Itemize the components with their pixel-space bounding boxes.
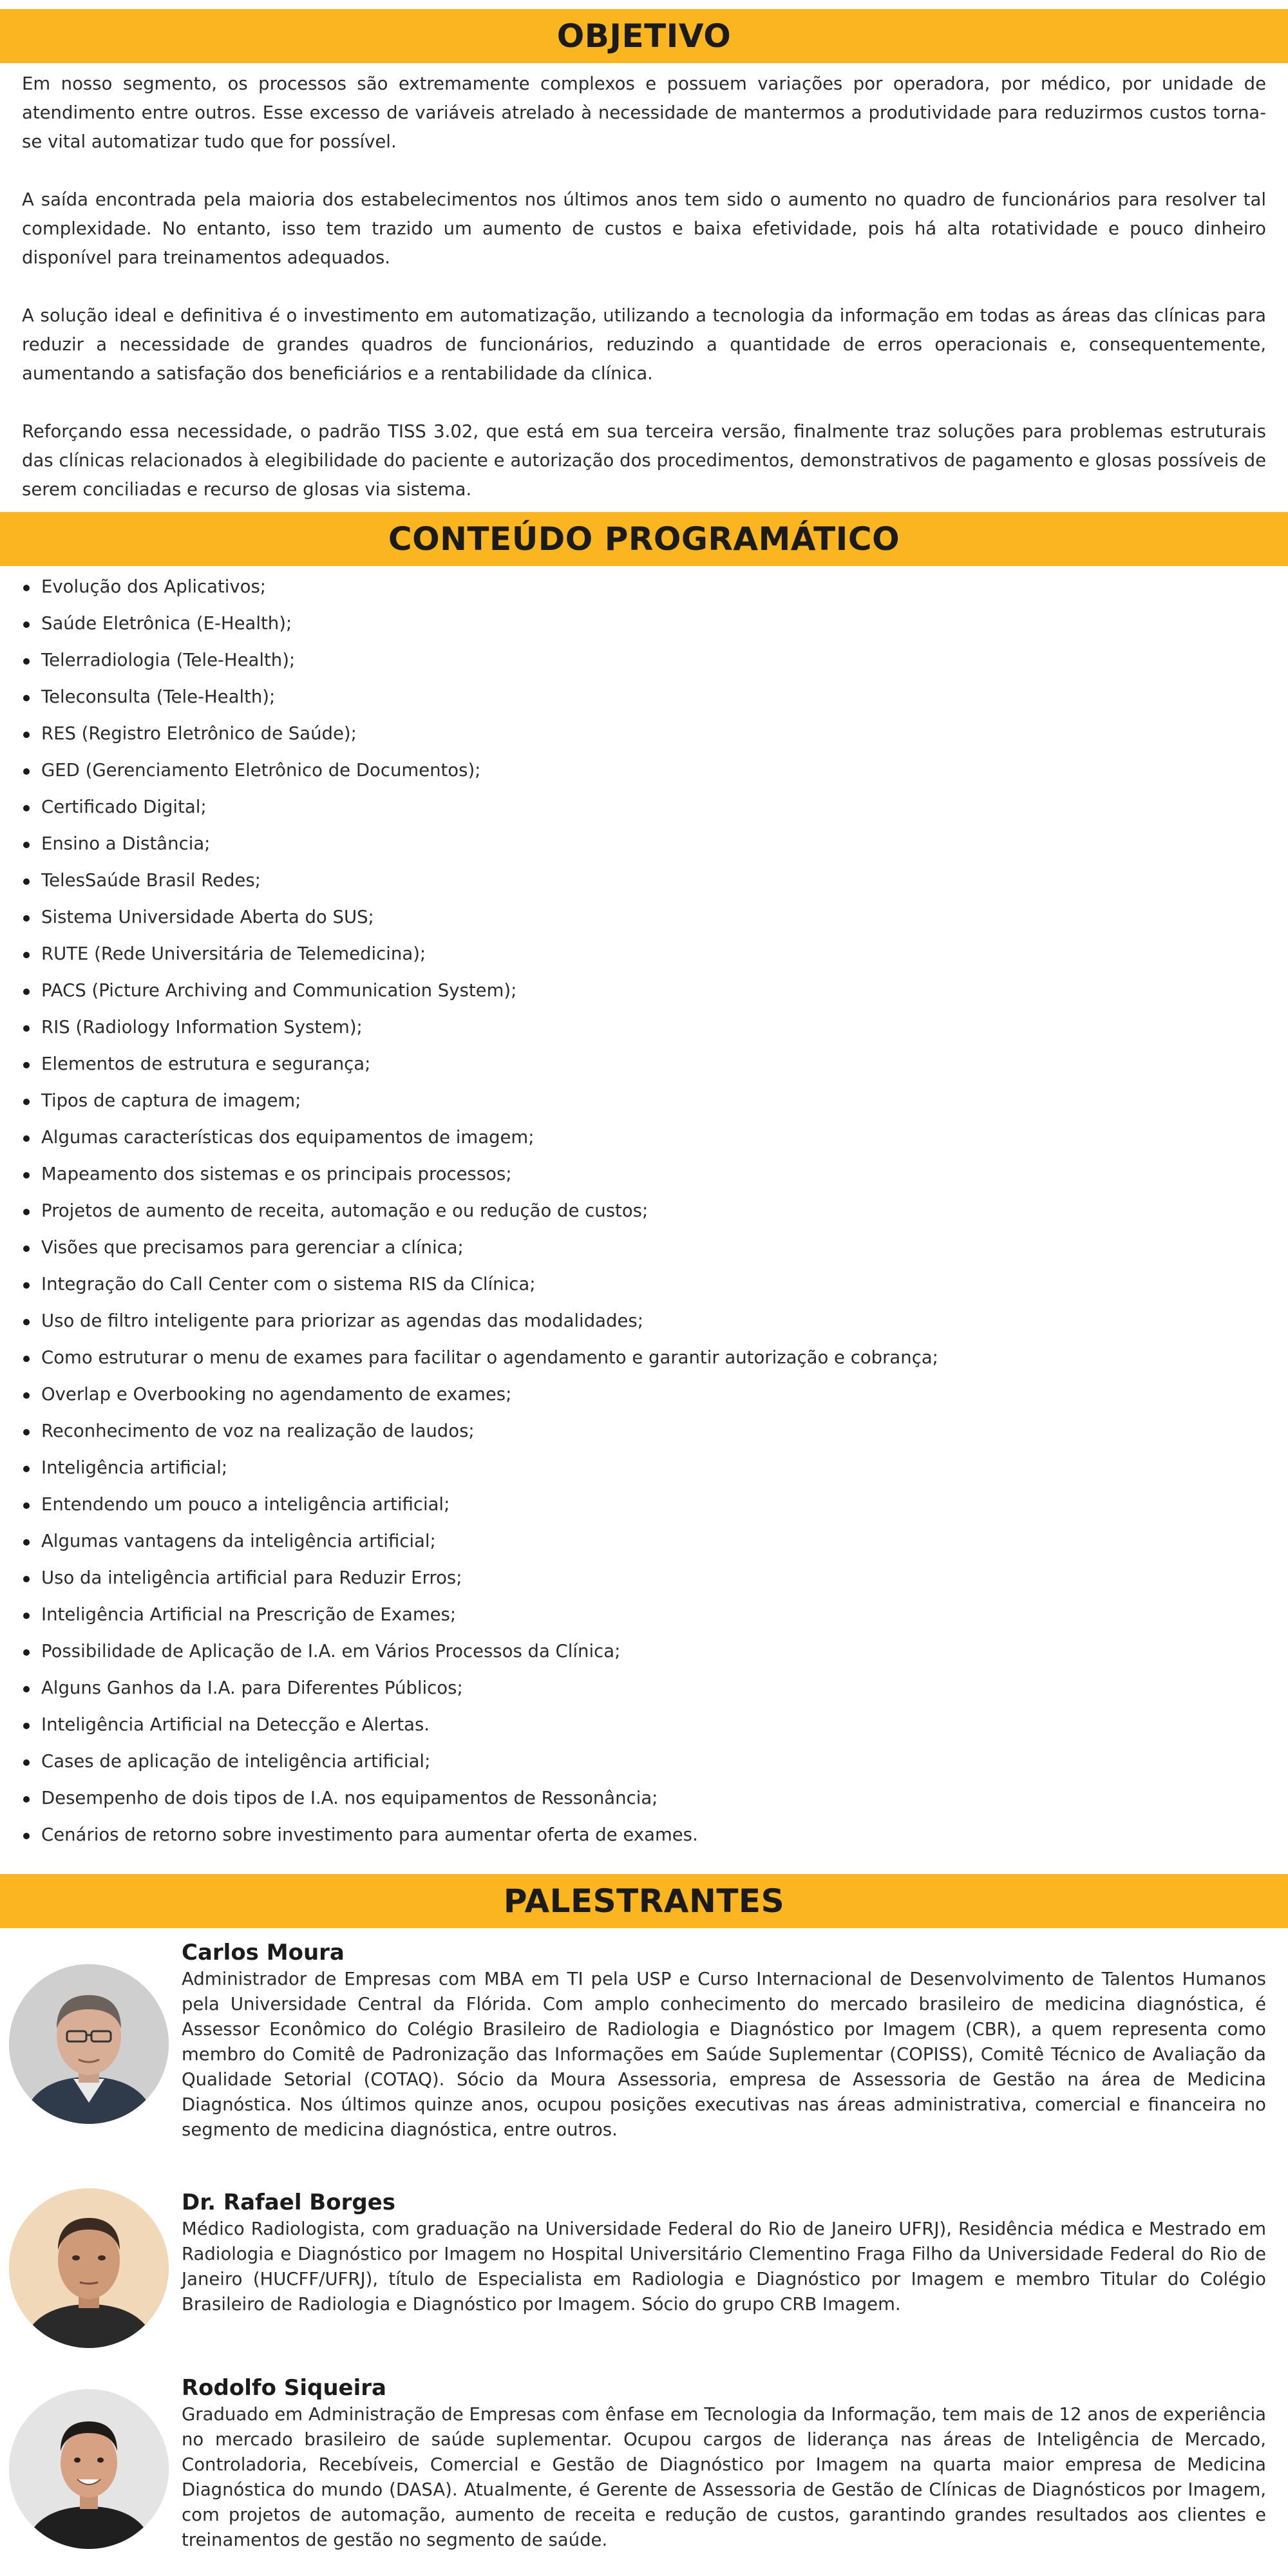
avatar-icon — [9, 1964, 169, 2124]
list-item: Integração do Call Center com o sistema RIS da Clínica; — [0, 1266, 1288, 1303]
list-item: Uso da inteligência artificial para Reduzir Erros; — [0, 1560, 1288, 1596]
section-header-conteudo — [0, 512, 1288, 566]
list-item: Desempenho de dois tipos de I.A. nos equipamentos de Ressonância; — [0, 1780, 1288, 1817]
speaker-photo — [9, 2389, 169, 2549]
speaker-photo — [9, 1964, 169, 2124]
list-item: PACS (Picture Archiving and Communication System); — [0, 972, 1288, 1009]
list-item: Alguns Ganhos da I.A. para Diferentes Públicos; — [0, 1670, 1288, 1707]
list-item: Entendendo um pouco a inteligência artificial; — [0, 1486, 1288, 1523]
list-item: Visões que precisamos para gerenciar a clínica; — [0, 1229, 1288, 1266]
list-item: TelesSaúde Brasil Redes; — [0, 862, 1288, 899]
list-item: Projetos de aumento de receita, automação e ou redução de custos; — [0, 1193, 1288, 1229]
list-item: Inteligência Artificial na Detecção e Alertas. — [0, 1707, 1288, 1743]
list-item: Possibilidade de Aplicação de I.A. em Vários Processos da Clínica; — [0, 1633, 1288, 1670]
list-item: Ensino a Distância; — [0, 826, 1288, 862]
speaker-name: Rodolfo Siqueira — [182, 2375, 386, 2401]
list-item: Telerradiologia (Tele-Health); — [0, 642, 1288, 679]
list-item: Cases de aplicação de inteligência artificial; — [0, 1743, 1288, 1780]
speaker-name: Dr. Rafael Borges — [182, 2190, 395, 2215]
list-item: Sistema Universidade Aberta do SUS; — [0, 899, 1288, 936]
objetivo-paragraph: Em nosso segmento, os processos são extremamente complexos e possuem variações por operadora, por médico, por unidade de atendimento entre outros. Esse excesso de variáveis atrelado à necessidade de mantermos a produtividade para reduzirmos custos torna-se vital automatizar tudo que for possível. — [22, 73, 1266, 152]
list-item: Mapeamento dos sistemas e os principais processos; — [0, 1156, 1288, 1193]
avatar-icon — [9, 2188, 169, 2348]
list-item: Inteligência Artificial na Prescrição de Exames; — [0, 1596, 1288, 1633]
section-title: CONTEÚDO PROGRAMÁTICO — [388, 520, 900, 558]
list-item: GED (Gerenciamento Eletrônico de Documentos); — [0, 752, 1288, 789]
section-title: PALESTRANTES — [503, 1882, 785, 1920]
section-title: OBJETIVO — [556, 17, 732, 55]
list-item: Uso de filtro inteligente para priorizar as agendas das modalidades; — [0, 1303, 1288, 1340]
objetivo-paragraph: A solução ideal e definitiva é o investimento em automatização, utilizando a tecnologia da informação em todas as áreas das clínicas para reduzir a necessidade de grandes quadros de funcionários, reduzindo a quantidade de erros operacionais e, consequentemente, aumentando a satisfação dos beneficiários e a rentabilidade da clínica. — [22, 305, 1266, 384]
speaker-photo — [9, 2188, 169, 2348]
objetivo-paragraph: Reforçando essa necessidade, o padrão TISS 3.02, que está em sua terceira versão, finalmente traz soluções para problemas estruturais das clínicas relacionados à elegibilidade do paciente e autorização dos procedimentos, demonstrativos de pagamento e glosas possíveis de serem conciliadas e recurso de glosas via sistema. — [22, 421, 1266, 500]
speaker-bio: Graduado em Administração de Empresas com ênfase em Tecnologia da Informação, tem mais de 12 anos de experiência no mercado brasileiro de saúde suplementar. Ocupou cargos de liderança nas áreas de Inteligência de Mercado, Controladoria, Recebíveis, Comercial e Gestão de Diagnóstico por Imagem na quarta maior empresa de Medicina Diagnóstica do mundo (DASA). Atualmente, é Gerente de Assessoria de Gestão de Clínicas de Diagnósticos por Imagem, com projetos de automação, aumento de receita e redução de custos, garantindo grandes resultados aos clientes e treinamentos de gestão no segmento de saúde. — [182, 2404, 1266, 2550]
list-item: Algumas vantagens da inteligência artificial; — [0, 1523, 1288, 1560]
list-item: Algumas características dos equipamentos de imagem; — [0, 1119, 1288, 1156]
list-item: Tipos de captura de imagem; — [0, 1083, 1288, 1119]
list-item: Evolução dos Aplicativos; — [0, 569, 1288, 605]
speaker-name: Carlos Moura — [182, 1940, 345, 1965]
list-item: Saúde Eletrônica (E-Health); — [0, 605, 1288, 642]
speaker-bio: Médico Radiologista, com graduação na Universidade Federal do Rio de Janeiro UFRJ), Residência médica e Mestrado em Radiologia e Diagnóstico por Imagem no Hospital Universitário Clementino Fraga Filho da Universidade Federal do Rio de Janeiro (HUCFF/UFRJ), título de Especialista em Radiologia e Diagnóstico por Imagem e membro Titular do Colégio Brasileiro de Radiologia e Diagnóstico por Imagem. Sócio do grupo CRB Imagem. — [182, 2219, 1266, 2315]
list-item: Reconhecimento de voz na realização de laudos; — [0, 1413, 1288, 1450]
avatar-icon — [9, 2389, 169, 2549]
list-item: Overlap e Overbooking no agendamento de exames; — [0, 1376, 1288, 1413]
topic-list — [0, 569, 1288, 1853]
list-item: RIS (Radiology Information System); — [0, 1009, 1288, 1046]
objetivo-paragraph: A saída encontrada pela maioria dos estabelecimentos nos últimos anos tem sido o aumento no quadro de funcionários para resolver tal complexidade. No entanto, isso tem trazido um aumento de custos e baixa efetividade, pois há alta rotatividade e pouco dinheiro disponível para treinamentos adequados. — [22, 189, 1266, 268]
list-item: Teleconsulta (Tele-Health); — [0, 679, 1288, 715]
section-header-objetivo — [0, 9, 1288, 63]
objetivo-text — [22, 70, 1266, 504]
speaker-bio: Administrador de Empresas com MBA em TI pela USP e Curso Internacional de Desenvolvimento de Talentos Humanos pela Universidade Central da Flórida. Com amplo conhecimento do mercado brasileiro de medicina diagnóstica, é Assessor Econômico do Colégio Brasileiro de Radiologia e Diagnóstico por Imagem (CBR), a quem representa como membro do Comitê de Padronização das Informações em Saúde Suplementar (COPISS), Comitê Técnico de Avaliação da Qualidade Setorial (COTAQ). Sócio da Moura Assessoria, empresa de Assessoria de Gestão na área de Medicina Diagnóstica. Nos últimos quinze anos, ocupou posições executivas nas áreas administrativa, comercial e financeira no segmento de medicina diagnóstica, entre outros. — [182, 1969, 1266, 2140]
section-header-palestrantes — [0, 1874, 1288, 1928]
list-item: RES (Registro Eletrônico de Saúde); — [0, 715, 1288, 752]
list-item: Inteligência artificial; — [0, 1450, 1288, 1486]
list-item: Cenários de retorno sobre investimento para aumentar oferta de exames. — [0, 1817, 1288, 1853]
list-item: Como estruturar o menu de exames para facilitar o agendamento e garantir autorização e cobrança; — [0, 1340, 1288, 1376]
list-item: Elementos de estrutura e segurança; — [0, 1046, 1288, 1083]
list-item: Certificado Digital; — [0, 789, 1288, 826]
list-item: RUTE (Rede Universitária de Telemedicina); — [0, 936, 1288, 972]
